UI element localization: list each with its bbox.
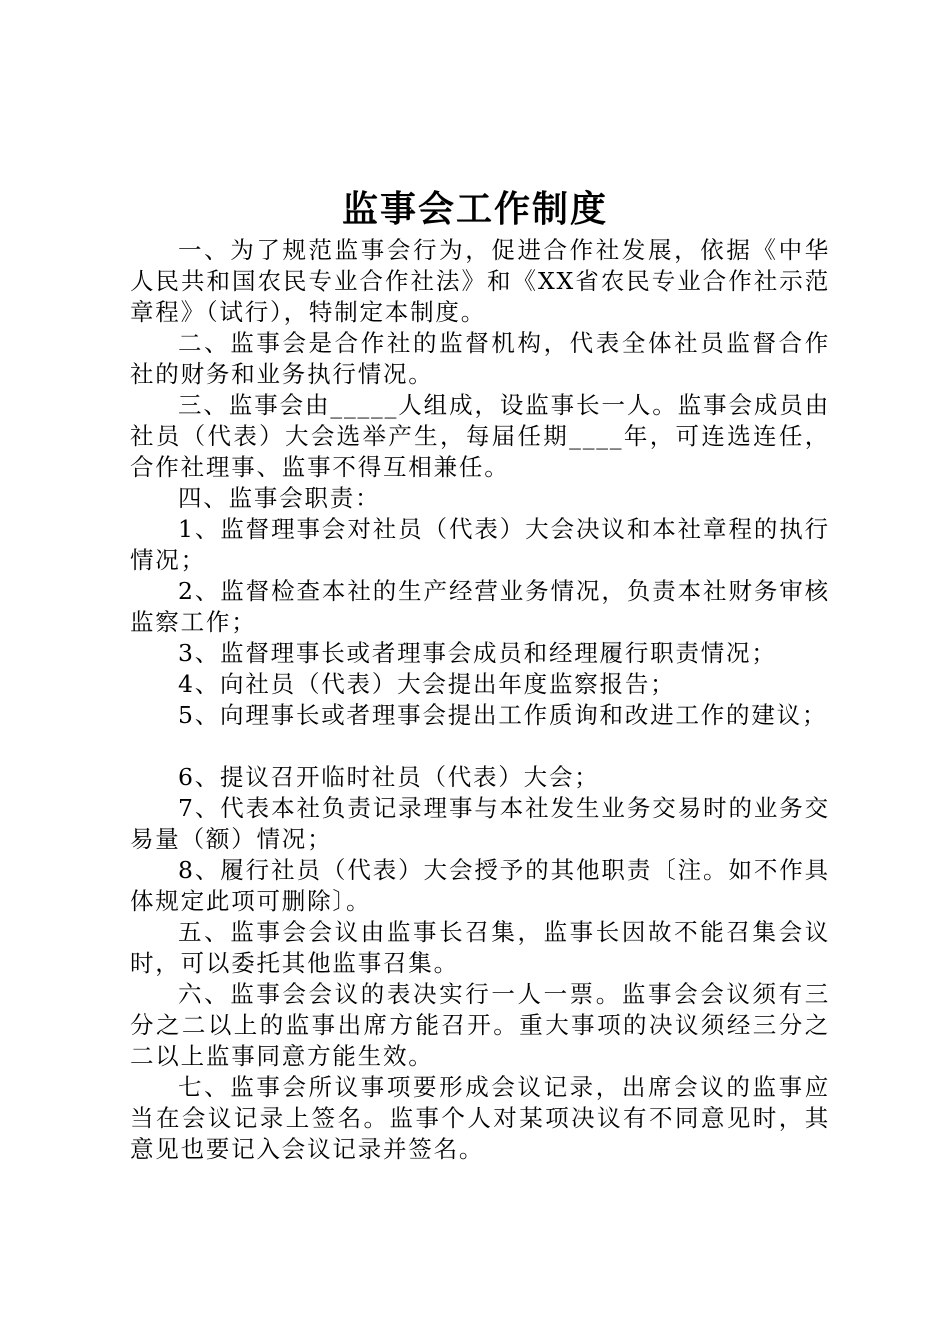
duty-item-5: 5、向理事长或者理事会提出工作质询和改进工作的建议； [178,701,828,729]
duty-item-3: 3、监督理事长或者理事会成员和经理履行职责情况； [178,639,777,667]
document-body [130,235,830,1165]
document-title: 监事会工作制度 [341,188,608,230]
duty-item-4: 4、向社员（代表）大会提出年度监察报告； [178,670,676,698]
paragraph-5: 五、监事会会议由监事长召集，监事长因故不能召集会议时，可以委托其他监事召集。 [130,918,830,977]
duty-item-1: 1、监督理事会对社员（代表）大会决议和本社章程的执行情况； [130,515,830,574]
paragraph-3: 三、监事会由_____人组成，设监事长一人。监事会成员由社员（代表）大会选举产生，每届任期____年，可连选连任，合作社理事、监事不得互相兼任。 [130,391,830,481]
paragraph-4: 四、监事会职责： [178,484,381,512]
paragraph-7: 七、监事会所议事项要形成会议记录，出席会议的监事应当在会议记录上签名。监事个人对某项决议有不同意见时，其意见也要记入会议记录并签名。 [130,1073,830,1163]
paragraph-1: 一、为了规范监事会行为，促进合作社发展，依据《中华人民共和国农民专业合作社法》和《XX省农民专业合作社示范章程》（试行），特制定本制度。 [130,236,830,326]
duty-item-6: 6、提议召开临时社员（代表）大会； [178,763,600,791]
paragraph-2: 二、监事会是合作社的监督机构，代表全体社员监督合作社的财务和业务执行情况。 [130,329,830,388]
paragraph-6: 六、监事会会议的表决实行一人一票。监事会会议须有三分之二以上的监事出席方能召开。重大事项的决议须经三分之二以上监事同意方能生效。 [130,980,830,1070]
duty-item-8: 8、履行社员（代表）大会授予的其他职责〔注。如不作具体规定此项可删除〕。 [130,856,830,915]
duty-item-7: 7、代表本社负责记录理事与本社发生业务交易时的业务交易量（额）情况； [130,794,830,853]
duty-item-2: 2、监督检查本社的生产经营业务情况，负责本社财务审核监察工作； [130,577,830,636]
blank-line [130,731,830,762]
